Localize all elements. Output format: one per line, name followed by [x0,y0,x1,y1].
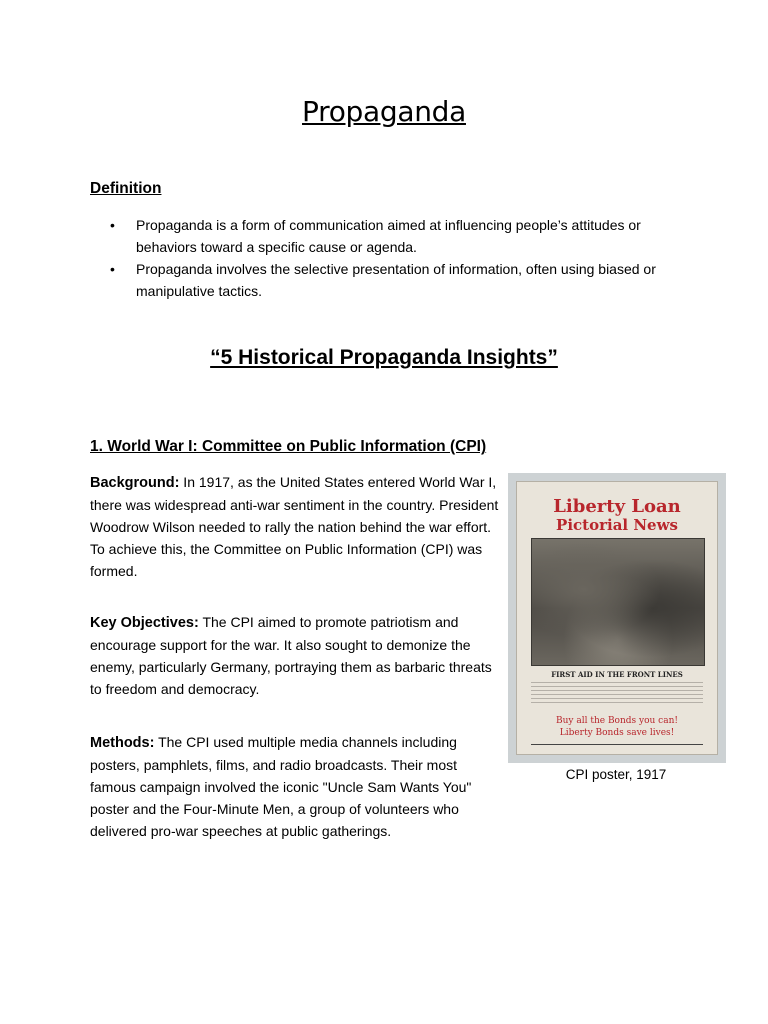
definition-heading: Definition [90,180,162,197]
objectives-text: The CPI aimed to promote patriotism and encourage support for the war. It also sought to demonize the enemy, particularly Germany, portraying them as barbaric threats to freedom and democracy. [90,614,492,697]
poster-photo-caption: FIRST AID IN THE FRONT LINES [551,670,683,679]
figure-caption: CPI poster, 1917 [565,767,667,782]
section1-heading: 1. World War I: Committee on Public Information (CPI) [90,438,487,455]
poster-small-text [531,682,703,704]
poster-image [508,473,726,763]
poster-title-line1: Liberty Loan [553,496,681,517]
objectives-paragraph [90,611,500,700]
methods-label: Methods: [90,735,155,751]
poster-photo [531,538,705,666]
methods-paragraph [90,731,500,842]
poster-cta-line1: Buy all the Bonds you can! [556,716,678,726]
page-title: Propaganda [302,95,466,128]
poster-paper [516,481,718,755]
poster-bottom-rule [531,744,703,745]
poster-title-line2: Pictorial News [556,516,678,534]
background-text: In 1917, as the United States entered World War I, there was widespread anti-war sentiment in the country. President Woodrow Wilson needed to rally the nation behind the war effort. To achieve this, the Committee on Public Information (CPI) was formed. [90,474,499,579]
insights-title: “5 Historical Propaganda Insights” [210,346,558,369]
background-label: Background: [90,475,180,491]
poster-cta-line2: Liberty Bonds save lives! [559,728,675,738]
definition-bullet: • Propaganda is a form of communication aimed at influencing people’s attitudes or behaviors toward a specific cause or agenda. [110,214,670,258]
objectives-label: Key Objectives: [90,615,199,631]
definition-bullet-list [110,214,670,302]
background-paragraph [90,471,500,582]
methods-text: The CPI used multiple media channels including posters, pamphlets, films, and radio broadcasts. Their most famous campaign involved the iconic "Uncle Sam Wants You" poster and the Four-Minute Men, a group of volunteers who delivered pro-war speeches at public gatherings. [90,734,472,839]
definition-bullet: • Propaganda involves the selective presentation of information, often using biased or manipulative tactics. [110,258,670,302]
